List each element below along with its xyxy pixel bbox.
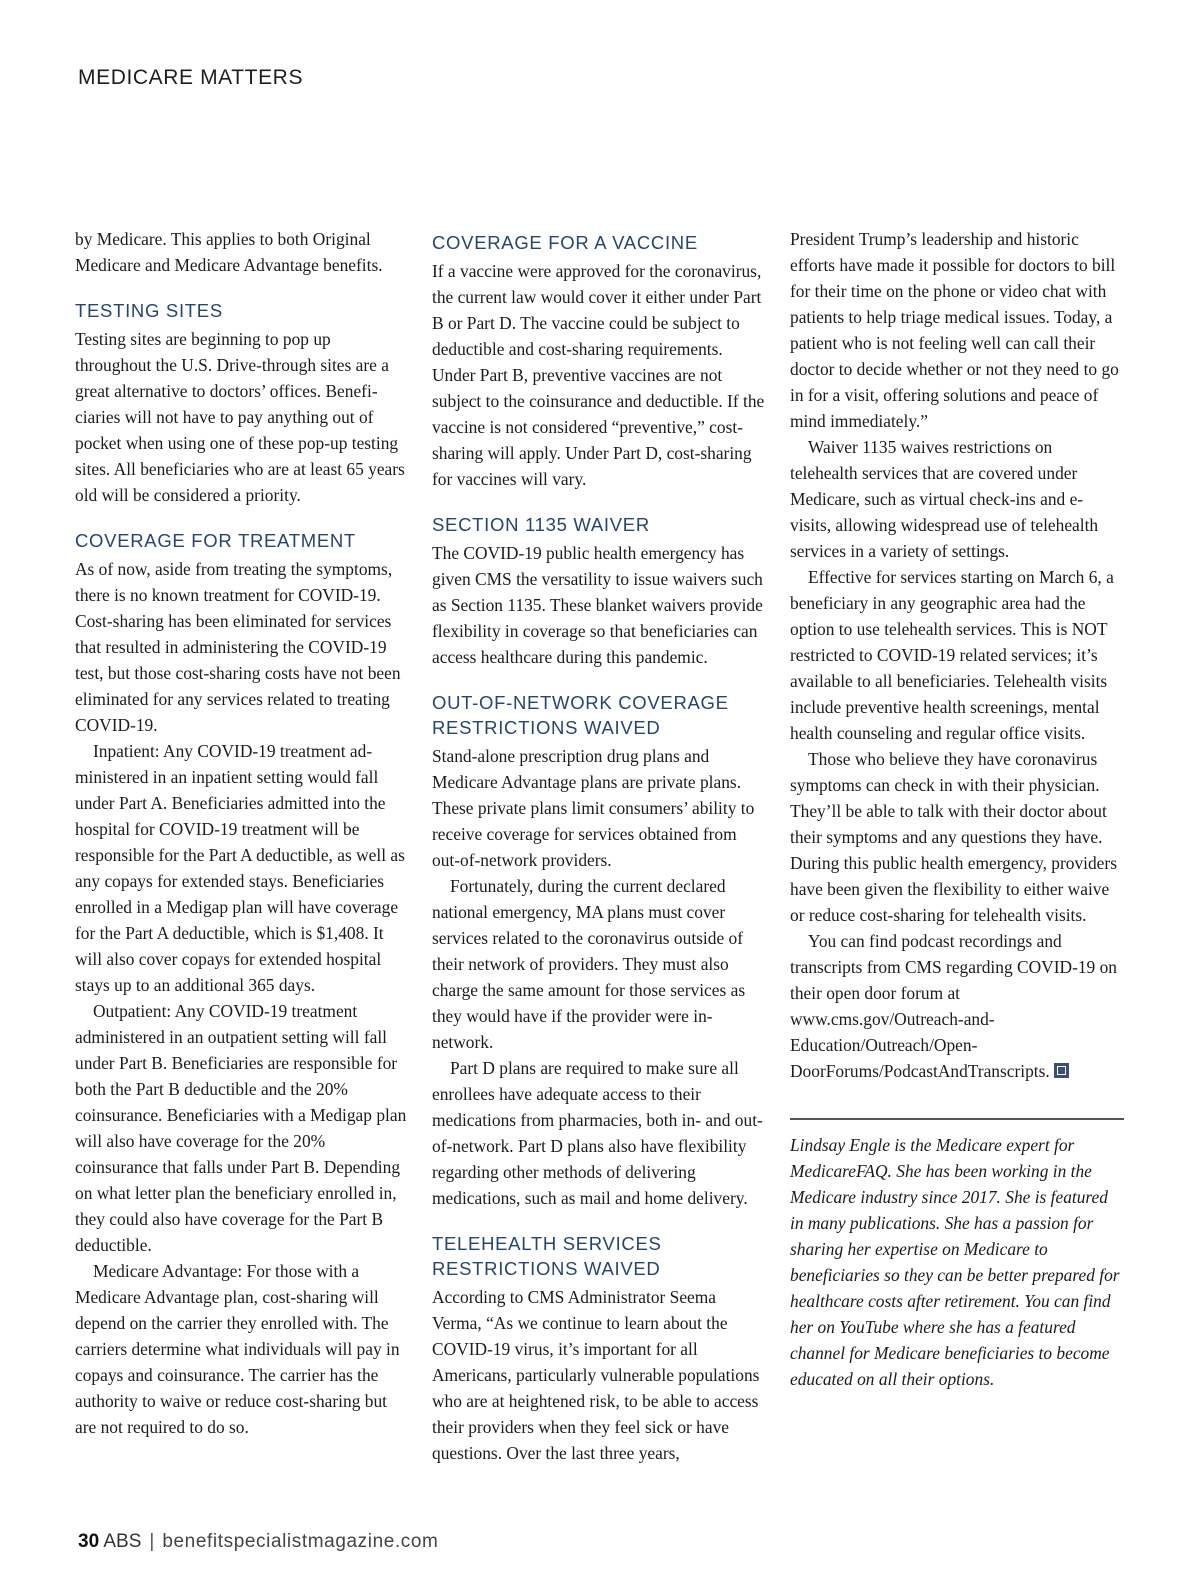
podcast-text: You can find podcast recordings and transcripts from CMS regarding COVID-19 on their open door forum at www.cms.gov/Outreach-and-Education/Outreach/OpenDoorForums/PodcastAndTranscripts. (790, 931, 1117, 1081)
section-title: MEDICARE MATTERS (78, 66, 304, 89)
heading-coverage-for-vaccine: COVERAGE FOR A VACCINE (432, 232, 698, 253)
paragraph: President Trump’s leadership and historic efforts have made it possible for doctors to bill for their time on the phone or video chat with patients to help triage medical issues. Today, a patient who is not feeling well can call their doctor to decide whether or not they need to go in for a visit, offering solutions and peace of mind immediately.” (790, 229, 1119, 431)
website-url: benefitspecialistmagazine.com (162, 1531, 439, 1552)
paragraph: by Medicare. This applies to both Original Medicare and Medicare Advantage benefits. (75, 229, 383, 275)
divider (790, 1118, 1124, 1120)
paragraph: Waiver 1135 waives restrictions on telehealth services that are covered under Medicare, such as virtual check-ins and e-visits, allowing widespread use of telehealth services in a variety of settings. (790, 437, 1099, 561)
paragraph-outpatient: Outpatient: Any COVID-19 treatment administered in an outpatient setting will fall under Part B. Beneficiaries are responsible for both the Part B deductible and the 20% coinsurance. Beneficiaries with a Medigap plan will also have coverage for the 20% coinsurance that falls under Part B. Depending on what letter plan the beneficiary enrolled in, they could also have coverage for the Part B deductible. (75, 1001, 407, 1255)
paragraph: Those who believe they have coronavirus symptoms can check in with their physician. They’ll be able to talk with their doctor about their symptoms and any questions they have. During this public health emergency, providers have been given the flexibility to either waive or reduce cost-sharing for telehealth visits. (790, 749, 1117, 925)
footer-separator: | (149, 1531, 155, 1552)
author-bio: Lindsay Engle is the Medicare expert for MedicareFAQ. She has been working in the Medicare industry since 2017. She is featured in many publications. She has a passion for sharing her expertise on Medicare to beneficiaries so they can be better prepared for healthcare costs after retirement. You can find her on YouTube where she has a featured channel for Medicare beneficiaries to become educated on all their options. (790, 1135, 1120, 1389)
paragraph-podcast (790, 928, 1124, 1084)
paragraph: As of now, aside from treating the symptoms, there is no known treatment for COVID-19. Cost-sharing has been eliminated for services that resulted in administering the COVID-19 test, but those cost-sharing costs have not been eliminated for any services related to treating COVID-19. (75, 559, 401, 735)
heading-telehealth-services: TELEHEALTH SERVICES RESTRICTIONS WAIVED (432, 1233, 662, 1279)
column-2 (432, 226, 766, 1466)
end-mark-icon (1054, 1063, 1069, 1078)
paragraph: If a vaccine were approved for the coronavirus, the current law would cover it either under Part B or Part D. The vaccine could be subject to deductible and cost-sharing requirements. Under Part B, preventive vaccines are not subject to the coinsurance and deductible. If the vaccine is not considered “preventive,” cost-sharing will apply. Under Part D, cost-sharing for vaccines will vary. (432, 261, 765, 489)
column-1 (75, 226, 410, 1440)
heading-out-of-network: OUT-OF-NETWORK COVERAGE RESTRICTIONS WAIVED (432, 692, 729, 738)
page-footer (78, 1531, 439, 1553)
paragraph-medicare-advantage: Medicare Advantage: For those with a Medicare Advantage plan, cost-sharing will depend on the carrier they enrolled with. The carriers determine what individuals will pay in copays and coinsurance. The carrier has the authority to waive or reduce cost-sharing but are not required to do so. (75, 1261, 400, 1437)
paragraph: According to CMS Administrator Seema Verma, “As we continue to learn about the COVID-19 virus, it’s important for all Americans, particularly vulnerable populations who are at heightened risk, to be able to access their providers when they feel sick or have questions. Over the last three years, (432, 1287, 760, 1463)
paragraph: Testing sites are beginning to pop up throughout the U.S. Drive-through sites are a great alternative to doctors’ offices. Beneficiaries will not have to pay anything out of pocket when using one of these pop-up testing sites. All beneficiaries who are at least 65 years old will be considered a priority. (75, 329, 405, 505)
paragraph: Effective for services starting on March 6, a beneficiary in any geographic area had the option to use telehealth services. This is NOT restricted to COVID-19 related services; it’s available to all beneficiaries. Telehealth visits include preventive health screenings, mental health counseling and regular office visits. (790, 567, 1114, 743)
paragraph-inpatient: Inpatient: Any COVID-19 treatment administered in an inpatient setting would fall under Part A. Beneficiaries admitted into the hospital for COVID-19 treatment will be responsible for the Part A deductible, as well as any copays for extended stays. Beneficiaries enrolled in a Medigap plan will have coverage for the Part A deductible, which is $1,408. It will also cover copays for extended hospital stays up to an additional 365 days. (75, 741, 405, 995)
heading-testing-sites: TESTING SITES (75, 300, 223, 321)
paragraph: The COVID-19 public health emergency has given CMS the versatility to issue waivers such as Section 1135. These blanket waivers provide flexibility in coverage so that beneficiaries can access healthcare during this pandemic. (432, 543, 763, 667)
column-3 (790, 226, 1124, 1392)
paragraph: Fortunately, during the current declared national emergency, MA plans must cover services related to the coronavirus outside of their network of providers. They must also charge the same amount for those services as they would have if the provider were in-network. (432, 876, 746, 1052)
paragraph: Stand-alone prescription drug plans and Medicare Advantage plans are private plans. These private plans limit consumers’ ability to receive coverage for services obtained from out-of-network providers. (432, 746, 755, 870)
heading-section-1135-waiver: SECTION 1135 WAIVER (432, 514, 650, 535)
publication-name: ABS (103, 1531, 142, 1552)
heading-coverage-for-treatment: COVERAGE FOR TREATMENT (75, 530, 356, 551)
paragraph: Part D plans are required to make sure all enrollees have adequate access to their medications from pharmacies, both in- and out-of-network. Part D plans also have flexibility regarding other methods of delivering medications, such as mail and home delivery. (432, 1058, 763, 1208)
page-number: 30 (78, 1531, 100, 1552)
